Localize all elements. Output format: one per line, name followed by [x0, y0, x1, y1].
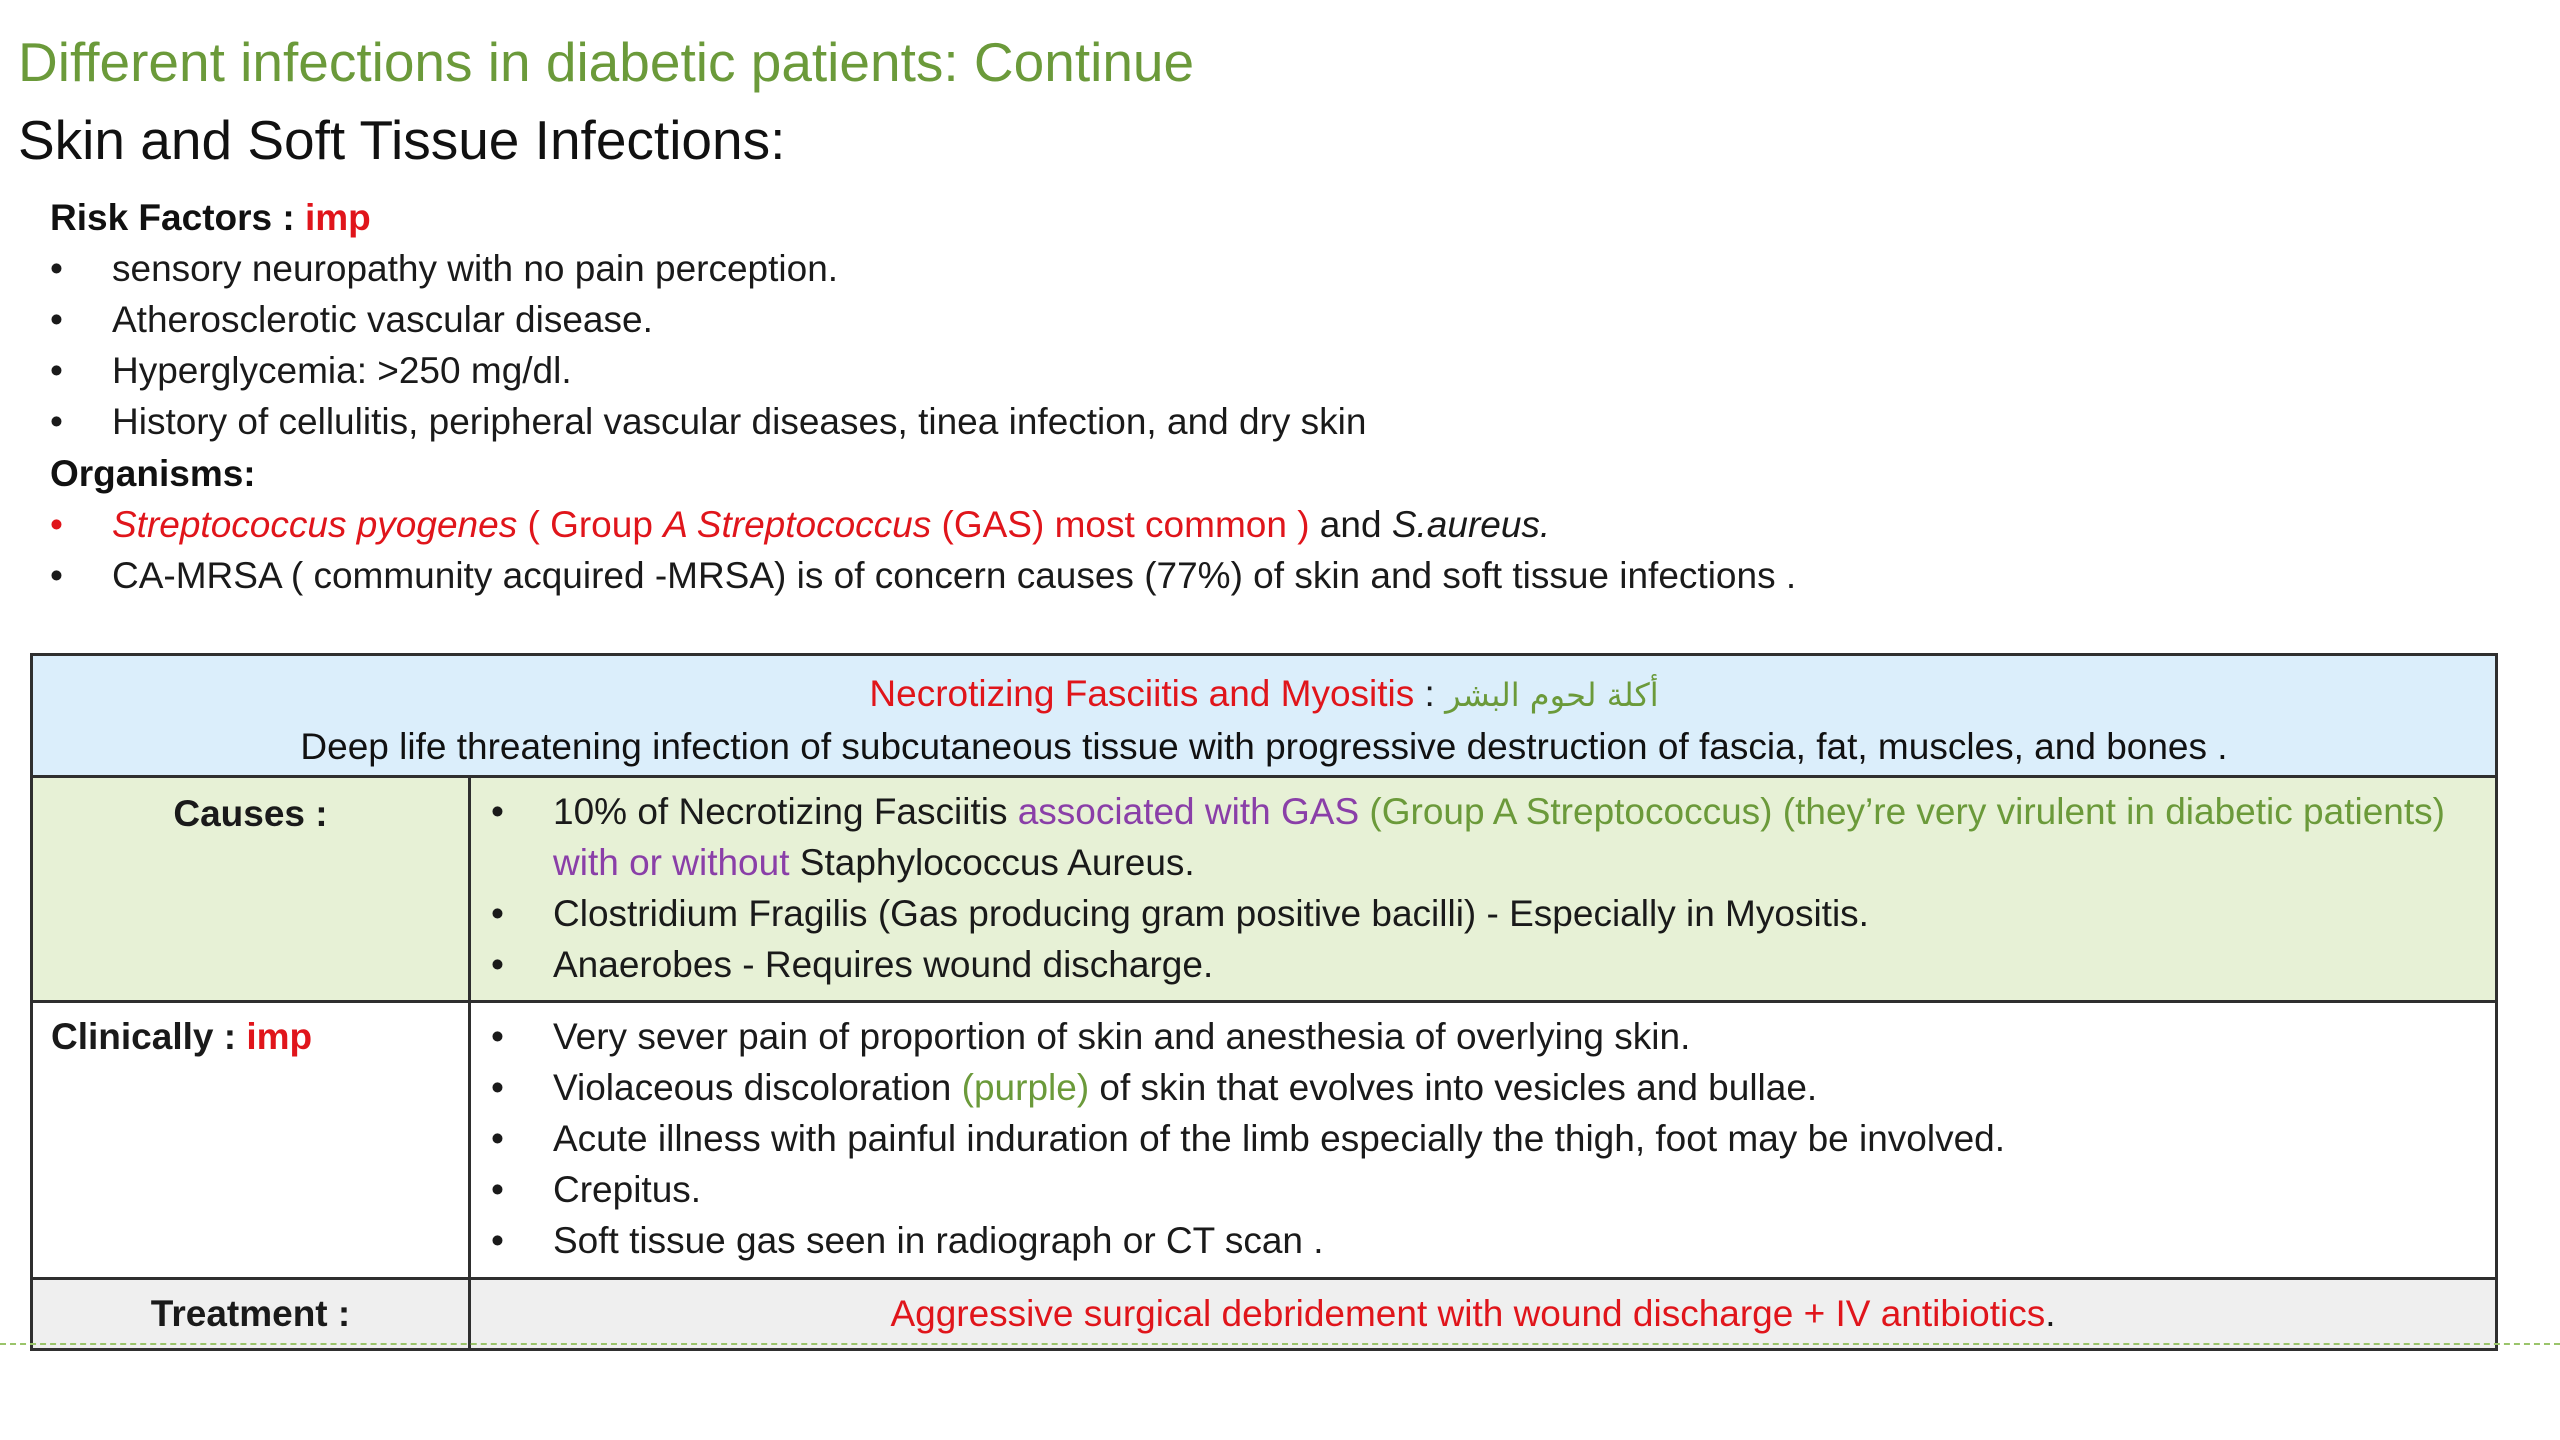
clinically-label-cell	[33, 1003, 471, 1277]
organisms-list	[50, 499, 2500, 601]
list-item	[491, 939, 2455, 990]
organism-name: S.aureus.	[1391, 504, 1551, 545]
risk-factors-label: Risk Factors :	[50, 197, 305, 238]
list-item-text: CA-MRSA ( community acquired -MRSA) is of concern causes (77%) of skin and soft tissue infections .	[112, 555, 1797, 596]
clinical-text: Soft tissue gas seen in radiograph or CT scan .	[553, 1220, 1324, 1261]
bullet-icon: •	[491, 1118, 504, 1159]
organism-name: A Streptococcus	[663, 504, 932, 545]
list-item	[50, 243, 2500, 294]
list-item	[491, 786, 2455, 888]
list-item-text: Hyperglycemia: >250 mg/dl.	[112, 350, 572, 391]
causes-label-cell	[33, 778, 471, 1000]
organism-text: ( Group	[517, 504, 664, 545]
clinically-list	[491, 1011, 2455, 1266]
table-header-row	[33, 656, 2495, 778]
treatment-suffix: .	[2045, 1293, 2056, 1334]
list-item	[491, 1113, 2455, 1164]
list-item-text: Atherosclerotic vascular disease.	[112, 299, 653, 340]
organism-name: Streptococcus pyogenes	[112, 504, 518, 545]
table-row	[33, 1003, 2495, 1280]
bullet-icon: •	[50, 555, 63, 596]
imp-tag: imp	[246, 1016, 313, 1057]
slide-divider	[0, 1343, 2560, 1345]
list-item	[491, 888, 2455, 939]
list-item-text: History of cellulitis, peripheral vascular diseases, tinea infection, and dry skin	[112, 401, 1367, 442]
list-item-text: sensory neuropathy with no pain perception.	[112, 248, 839, 289]
bullet-icon: •	[491, 1067, 504, 1108]
organism-text: and	[1309, 504, 1392, 545]
organisms-section	[50, 448, 2500, 601]
causes-list	[491, 786, 2455, 990]
bullet-icon: •	[50, 504, 63, 545]
list-item	[50, 550, 2500, 601]
bullet-icon: •	[491, 944, 504, 985]
bullet-icon: •	[50, 299, 63, 340]
clinical-text: Acute illness with painful induration of the limb especially the thigh, foot may be involved.	[553, 1118, 2006, 1159]
list-item	[491, 1215, 2455, 1266]
clinical-text: Crepitus.	[553, 1169, 702, 1210]
bullet-icon: •	[491, 1220, 504, 1261]
risk-factors-heading	[50, 192, 2500, 243]
list-item	[491, 1011, 2455, 1062]
causes-content-cell	[471, 778, 2495, 1000]
list-item	[50, 499, 2500, 550]
bullet-icon: •	[50, 248, 63, 289]
cause-text: Clostridium Fragilis (Gas producing gram positive bacilli) - Especially in Myositis.	[553, 893, 1869, 934]
bullet-icon: •	[491, 1016, 504, 1057]
clinically-label	[33, 1003, 468, 1062]
treatment-label: Treatment :	[150, 1293, 351, 1334]
bullet-icon: •	[491, 791, 504, 832]
list-item	[50, 294, 2500, 345]
list-item	[491, 1164, 2455, 1215]
necrotizing-fasciitis-table	[30, 653, 2498, 1351]
treatment-value: Aggressive surgical debridement with wound discharge + IV antibiotics	[890, 1293, 2046, 1334]
cause-text: Anaerobes - Requires wound discharge.	[553, 944, 1214, 985]
bullet-icon: •	[50, 401, 63, 442]
clinical-text: Violaceous discoloration	[553, 1067, 962, 1108]
table-header-title	[33, 668, 2495, 721]
cause-highlight: associated with GAS	[1017, 791, 1370, 832]
treatment-content-cell	[471, 1280, 2495, 1348]
slide-subtitle: Skin and Soft Tissue Infections:	[18, 109, 786, 171]
condition-description: Deep life threatening infection of subcutaneous tissue with progressive destruction of fascia, fat, muscles, and bones .	[300, 726, 2228, 767]
cause-text: 10% of Necrotizing Fasciitis	[553, 791, 1018, 832]
condition-title: Necrotizing Fasciitis and Myositis	[869, 673, 1415, 714]
clinical-text: of skin that evolves into vesicles and bullae.	[1089, 1067, 1818, 1108]
list-item	[491, 1062, 2455, 1113]
bullet-icon: •	[491, 893, 504, 934]
slide-title: Different infections in diabetic patients: Continue	[18, 31, 1195, 93]
table-row	[33, 1280, 2495, 1348]
imp-tag: imp	[304, 197, 371, 238]
table-row	[33, 778, 2495, 1003]
list-item	[50, 396, 2500, 447]
title-separator: :	[1414, 673, 1446, 714]
cause-note: (Group A Streptococcus) (they’re very virulent in diabetic patients)	[1369, 791, 2445, 832]
clinically-content-cell	[471, 1003, 2495, 1277]
clinically-label-text: Clinically :	[51, 1016, 247, 1057]
treatment-label-cell	[33, 1280, 471, 1348]
risk-factors-list	[50, 243, 2500, 447]
bullet-icon: •	[491, 1169, 504, 1210]
clinical-note: (purple)	[961, 1067, 1090, 1108]
organism-text: (GAS) most common )	[931, 504, 1310, 545]
list-item	[50, 345, 2500, 396]
bullet-icon: •	[50, 350, 63, 391]
clinical-text: Very sever pain of proportion of skin and anesthesia of overlying skin.	[553, 1016, 1691, 1057]
organisms-heading: Organisms:	[50, 453, 256, 494]
arabic-label: أكلة لحوم البشر	[1445, 676, 1659, 714]
causes-label: Causes :	[173, 793, 328, 834]
risk-factors-section	[50, 192, 2500, 447]
cause-text: Staphylococcus Aureus.	[799, 842, 1195, 883]
cause-highlight: with or without	[553, 842, 800, 883]
